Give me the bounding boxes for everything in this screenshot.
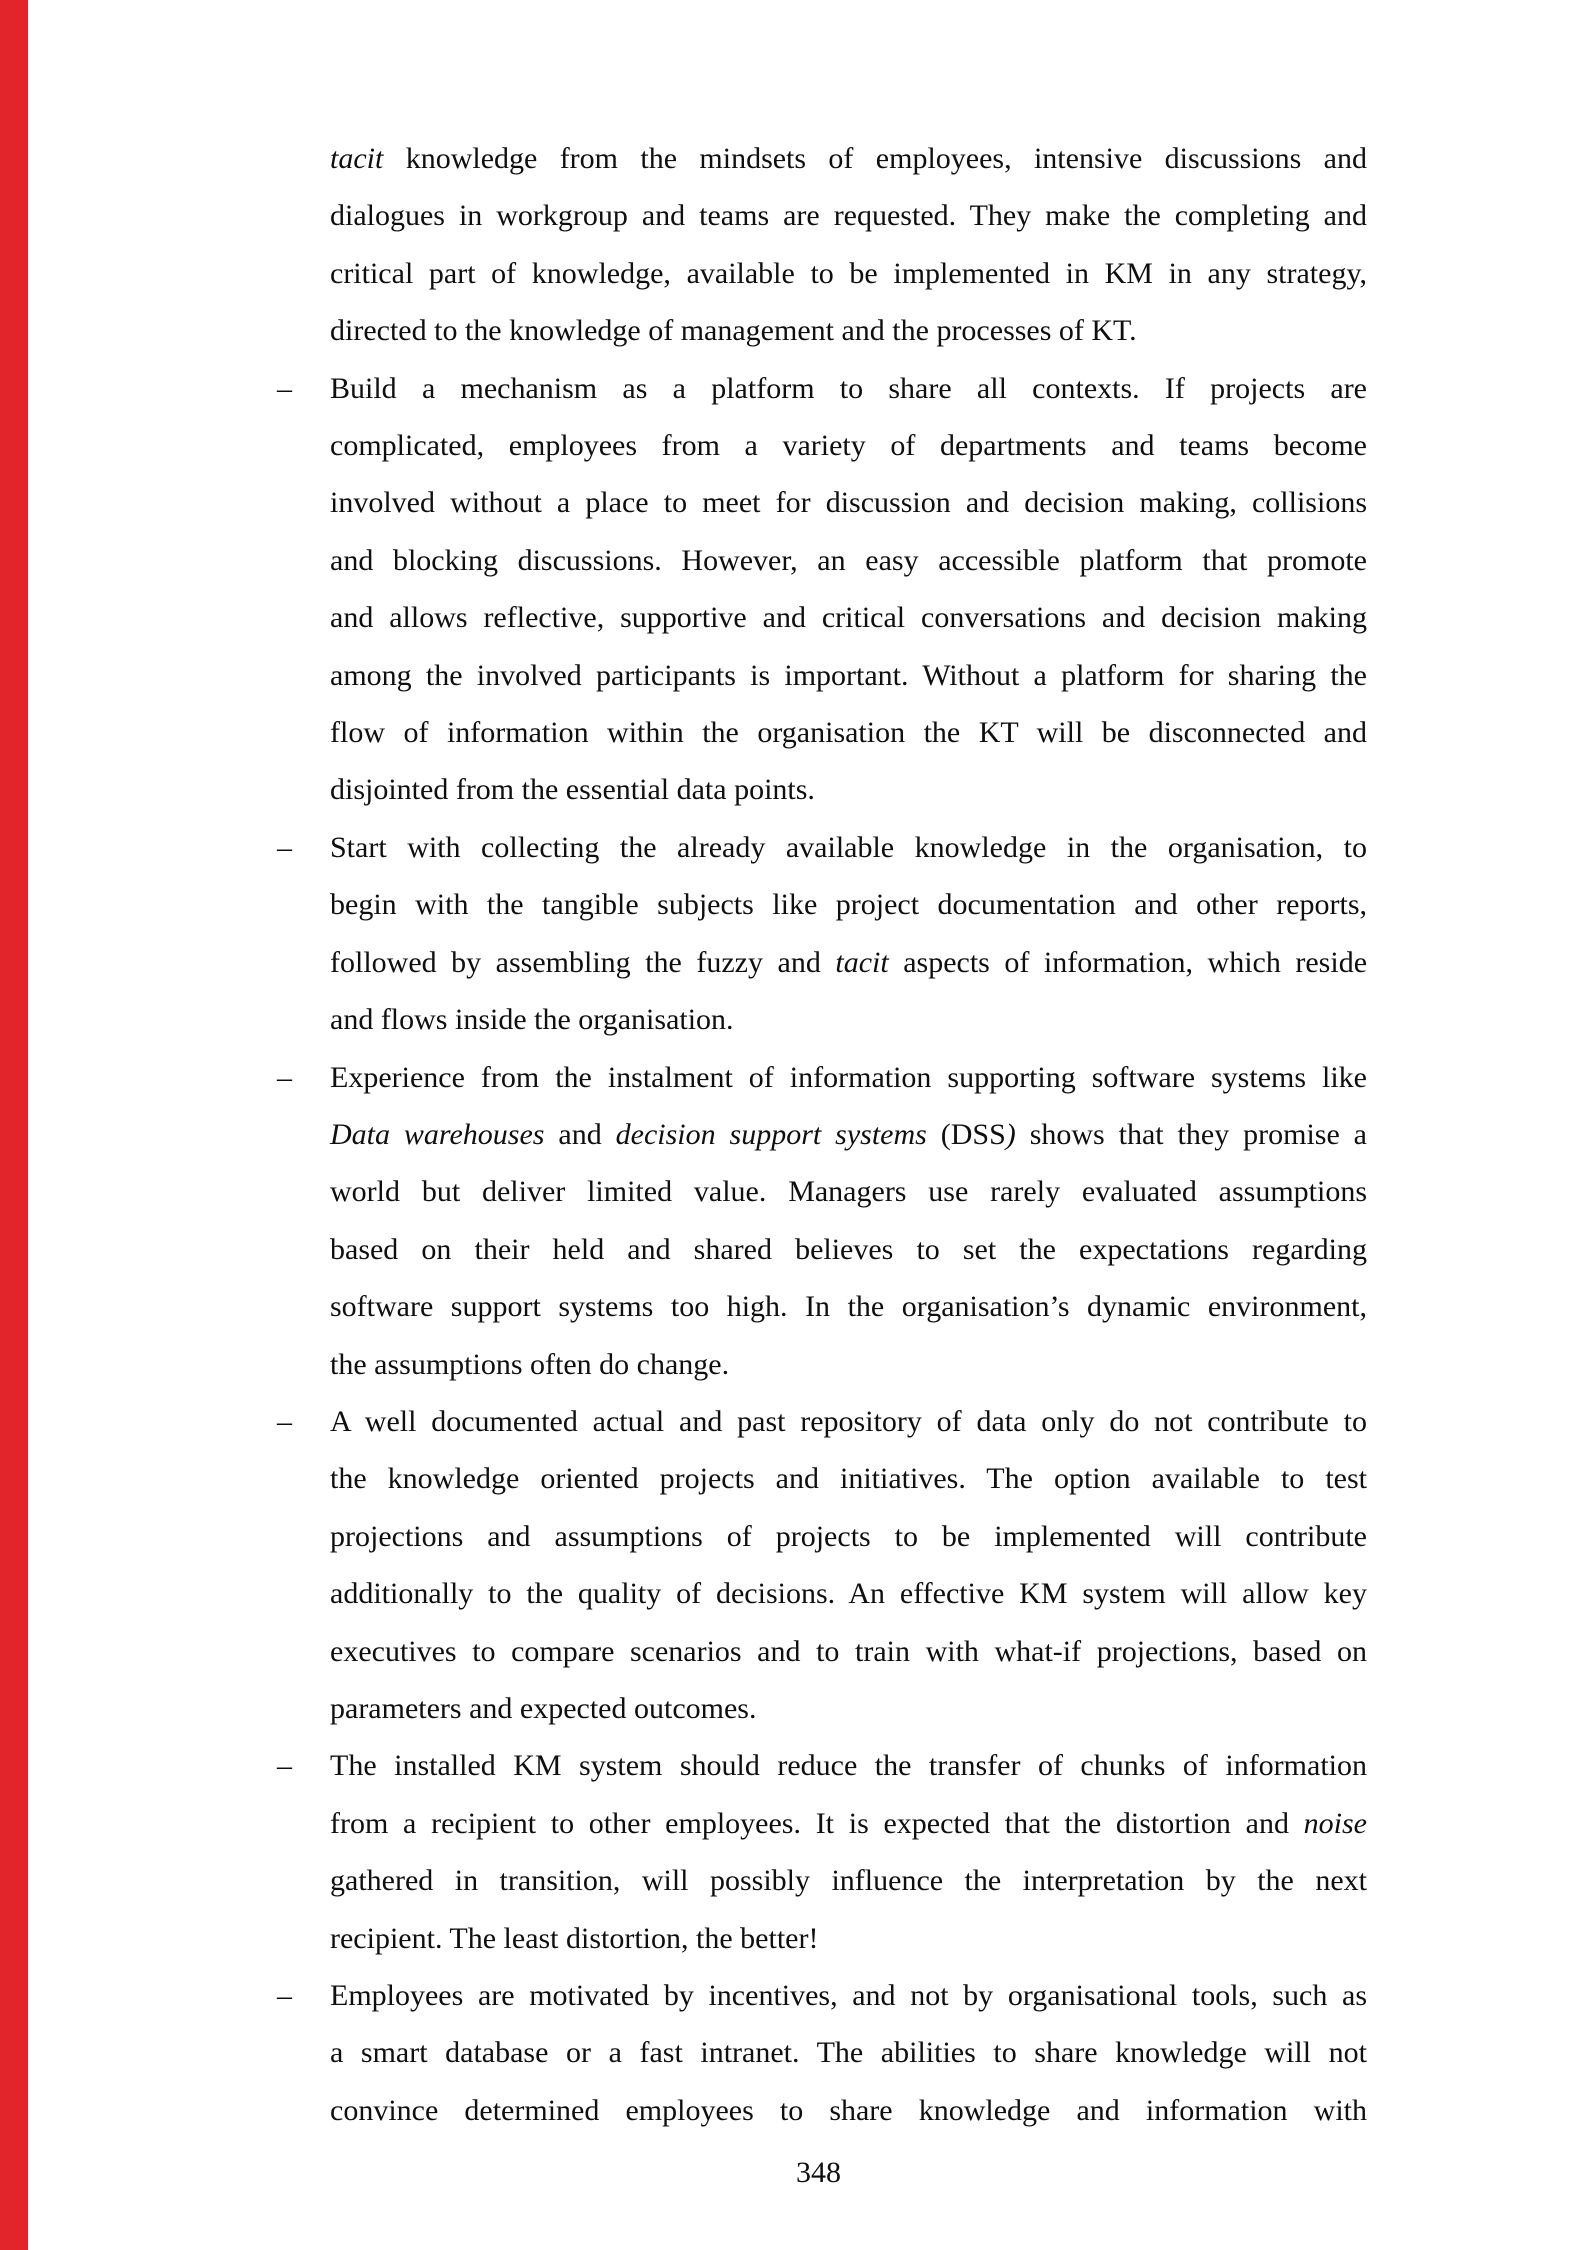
text-run: software support systems too high. In the organisation’s dynamic environment, <box>330 1290 1367 1324</box>
text-line <box>330 934 1367 991</box>
bullet-dash: – <box>277 1404 292 1438</box>
text-line <box>330 1508 1367 1565</box>
text-run: recipient. The least distortion, the better! <box>330 1921 819 1955</box>
text-line <box>330 1163 1367 1220</box>
text-line <box>330 1565 1367 1622</box>
text-line <box>330 417 1367 474</box>
text-line <box>330 360 1367 417</box>
text-run: aspects of information, which reside <box>888 945 1368 979</box>
text-line <box>330 1910 1367 1967</box>
text-run: directed to the knowledge of management and the processes of KT. <box>330 314 1137 348</box>
text-run: and <box>544 1117 616 1151</box>
text-line <box>330 1106 1367 1163</box>
text-run: (DSS <box>926 1117 1006 1151</box>
italic-text-run: ) <box>1005 1117 1016 1151</box>
text-line <box>330 245 1367 302</box>
text-run: Employees are motivated by incentives, and not by organisational tools, such as <box>330 1979 1367 2012</box>
text-run: based on their held and shared believes to set the expectations regarding <box>330 1232 1367 1266</box>
text-run: world but deliver limited value. Managers use rarely evaluated assumptions <box>330 1175 1367 1209</box>
text-line <box>330 1278 1367 1335</box>
text-run: involved without a place to meet for discussion and decision making, collisions <box>330 486 1367 520</box>
bullet-item <box>277 819 1368 1049</box>
text-line <box>330 187 1367 244</box>
text-line <box>330 1623 1367 1680</box>
text-run: Build a mechanism as a platform to share all contexts. If projects are <box>330 371 1367 405</box>
text-line <box>330 2082 1367 2139</box>
text-line <box>330 761 1367 818</box>
text-line <box>330 1737 1367 1794</box>
page-number: 348 <box>796 2156 841 2190</box>
text-line <box>330 2024 1367 2081</box>
text-run: shows that they promise a <box>1015 1117 1367 1151</box>
italic-text-run: noise <box>1303 1806 1367 1840</box>
text-line <box>330 1852 1367 1909</box>
bullet-dash: – <box>277 1749 292 1783</box>
text-run: Experience from the instalment of information supporting software systems like <box>330 1060 1367 1094</box>
text-run: convince determined employees to share knowledge and information with <box>330 2093 1367 2127</box>
text-line <box>330 991 1367 1048</box>
text-line <box>330 1795 1367 1852</box>
text-run: flow of information within the organisation the KT will be disconnected and <box>330 716 1367 750</box>
bullet-dash: – <box>277 830 292 864</box>
document-page <box>277 130 1368 2191</box>
text-run: the knowledge oriented projects and initiatives. The option available to test <box>330 1462 1367 1496</box>
bullet-dash: – <box>277 371 292 405</box>
text-line <box>330 1336 1367 1393</box>
paragraph <box>330 130 1367 360</box>
bullet-dash: – <box>277 1979 292 2012</box>
text-line <box>330 876 1367 933</box>
text-run: projections and assumptions of projects to be implemented will contribute <box>330 1519 1367 1553</box>
text-line <box>330 1680 1367 1737</box>
text-line <box>330 474 1367 531</box>
text-run: the assumptions often do change. <box>330 1347 730 1381</box>
text-run: begin with the tangible subjects like project documentation and other reports, <box>330 888 1367 922</box>
text-run: gathered in transition, will possibly influence the interpretation by the next <box>330 1864 1367 1898</box>
text-run: critical part of knowledge, available to be implemented in KM in any strategy, <box>330 256 1367 290</box>
text-line <box>330 130 1367 187</box>
text-run: followed by assembling the fuzzy and <box>330 945 836 979</box>
text-line <box>330 302 1367 359</box>
bullet-item <box>277 360 1367 819</box>
text-line <box>330 1221 1367 1278</box>
italic-text-run: decision support systems <box>615 1117 927 1151</box>
text-line <box>330 704 1367 761</box>
italic-text-run: tacit <box>835 945 889 979</box>
text-run: and flows inside the organisation. <box>330 1003 734 1037</box>
text-run: complicated, employees from a variety of departments and teams become <box>330 429 1367 463</box>
text-line <box>330 532 1367 589</box>
text-run: A well documented actual and past repository of data only do not contribute to <box>330 1404 1367 1438</box>
text-run: a smart database or a fast intranet. The abilities to share knowledge will not <box>330 2036 1367 2070</box>
text-run: and allows reflective, supportive and critical conversations and decision making <box>330 601 1367 635</box>
bullet-dash: – <box>277 1060 292 1094</box>
text-run: and blocking discussions. However, an easy accessible platform that promote <box>330 543 1367 577</box>
text-run: parameters and expected outcomes. <box>330 1691 757 1725</box>
text-line <box>330 589 1367 646</box>
bullet-item <box>277 1737 1367 1967</box>
bullet-item <box>277 1967 1367 2139</box>
left-edge-red-bar <box>0 0 28 2250</box>
bullet-item <box>277 1393 1367 1737</box>
text-block <box>277 130 1368 2139</box>
text-run: from a recipient to other employees. It is expected that the distortion and <box>330 1806 1304 1840</box>
text-run: Start with collecting the already available knowledge in the organisation, to <box>330 830 1367 864</box>
text-line <box>330 647 1367 704</box>
italic-text-run: tacit <box>330 142 384 175</box>
text-run: dialogues in workgroup and teams are requested. They make the completing and <box>330 199 1367 233</box>
text-run: additionally to the quality of decisions. An effective KM system will allow key <box>330 1577 1367 1611</box>
text-line <box>330 1450 1367 1507</box>
text-run: The installed KM system should reduce the transfer of chunks of information <box>330 1749 1367 1783</box>
text-run: disjointed from the essential data points. <box>330 773 815 807</box>
bullet-item <box>277 1049 1367 1393</box>
italic-text-run: Data warehouses <box>330 1117 545 1151</box>
text-run: knowledge from the mindsets of employees, intensive discussions and <box>383 142 1367 175</box>
text-line <box>330 1393 1367 1450</box>
text-run: executives to compare scenarios and to train with what-if projections, based on <box>330 1634 1367 1668</box>
text-line <box>330 1049 1367 1106</box>
text-line <box>330 1967 1367 2024</box>
text-run: among the involved participants is important. Without a platform for sharing the <box>330 658 1367 692</box>
text-line <box>330 819 1367 876</box>
